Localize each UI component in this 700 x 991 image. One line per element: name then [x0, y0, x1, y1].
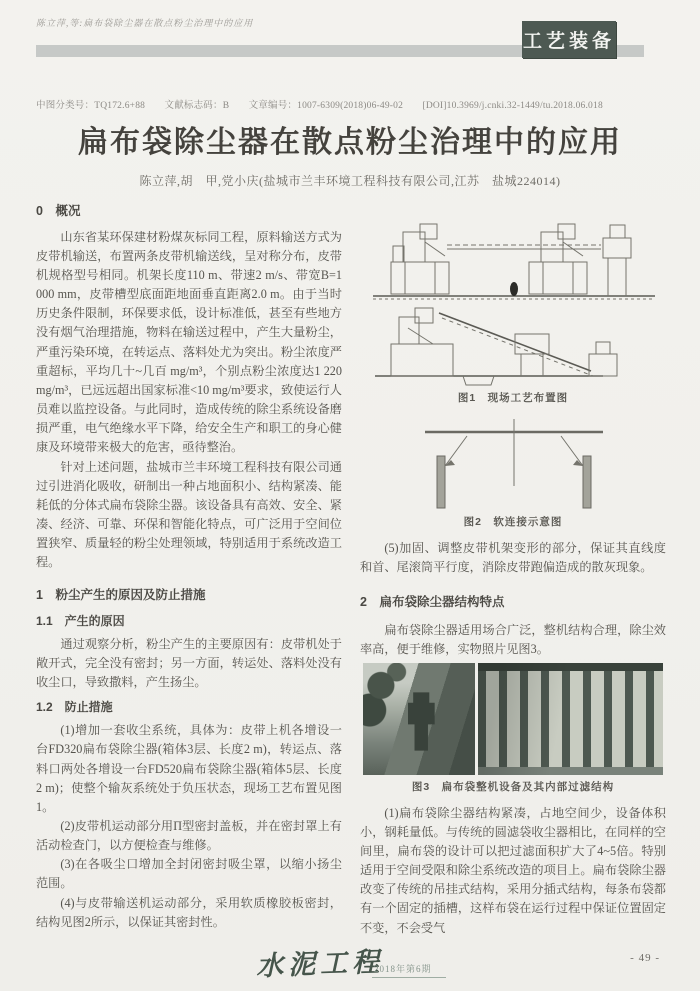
section-heading-1-2: 1.2 防止措施 [36, 700, 113, 715]
issue-label: 2018年第6期 [372, 962, 446, 978]
figure-2-caption: 图2 软连接示意图 [463, 516, 563, 529]
soft-connection-diagram [363, 414, 663, 512]
figure-3-caption: 图3 扁布袋整机设备及其内部过滤结构 [411, 781, 615, 794]
section-heading-2: 2 扁布袋除尘器结构特点 [360, 595, 505, 610]
journal-logotype: 水泥工程 [255, 946, 385, 983]
section0-paragraph-2: 针对上述问题，盐城市兰丰环境工程科技有限公司通过引进消化吸收，研制出一种占地面积小、结构紧凑、能耗低的分体式扁布袋除尘器。该设备具有高效、安全、紧凑、经济、可靠、环保和智能化特点，可广泛用于空间位置狭窄、质量轻的粉尘处理领域，特别适用于系统改造工程。 [36, 459, 342, 570]
right-column [360, 214, 666, 938]
figure-2-drawing [360, 414, 666, 512]
site-layout-diagram [363, 216, 663, 388]
article-meta-line: 中图分类号：TQ172.6+88 文献标志码：B 文章编号：1007-6309(2018)06-49-02 [DOI]10.3969/j.cnki.32-1449/tu.2018.06.018 [36, 101, 603, 111]
measure-paragraph-2: (2)皮带机运动部分用Π型密封盖板，并在密封罩上有活动检查门，以方便检查与维修。 [36, 818, 342, 853]
figure-3-photo-equipment [363, 663, 475, 775]
measure-paragraph-4: (4)与皮带输送机运动部分，采用软质橡胶板密封，结构见图2所示，以保证其密封性。 [36, 895, 342, 929]
figure-1-caption: 图1 现场工艺布置图 [457, 392, 569, 404]
section0-paragraph-1: 山东省某环保建材粉煤灰标同工程，原料输送方式为皮带机输送，布置两条皮带机输送线，呈对称分布，皮带机规格型号相同。机架长度110 m、带速2 m/s、带宽B=1 000 mm，皮带槽型底面距地面垂直距离2.0 m。由于当时历史条件限制，环保要求低，设计标准低，甚至有些地方没有烟气治理措施，物料在输送过程中，产生大量粉尘，严重污染环境，在转运点、落料处尤为突出。粉尘浓度严重超标，平均几十~几百 mg/m³，个别点粉尘浓度达1 220 mg/m³，已远远超出国家标准<10 mg/m³要求，致使运行人员难以监控设备。与此同时，造成传统的除尘系统设备磨损严重，电气绝缘水平下降，给安全生产和职工的身心健康及环境带来极大的危害，亟待整治。 [36, 229, 342, 455]
measure-paragraph-3: (3)在各吸尘口增加全封闭密封吸尘罩，以缩小扬尘范围。 [36, 857, 342, 891]
figure-3-photos [360, 663, 666, 775]
measure-paragraph-1: (1)增加一套收尘系统，具体为：皮带上机各增设一台FD320扁布袋除尘器(箱体3层、长度2 m)，转运点、落料口两处各增设一台FD520扁布袋除尘器(箱体5层、长度2 m)；使整个输灰系统处于负压状态，现场工艺布置见图1。 [36, 723, 342, 814]
figure-3-photo-filter-bags [478, 663, 663, 775]
column-category-badge: 工艺装备 [522, 21, 616, 58]
section-heading-1: 1 粉尘产生的原因及防止措施 [36, 588, 206, 603]
figure-1-drawing [360, 216, 666, 388]
authors-line: 陈立萍,胡 甲,党小庆(盐城市兰丰环境工程科技有限公司,江苏 盐城224014) [139, 174, 561, 188]
section2-paragraph-2: (1)扁布袋除尘器结构紧凑，占地空间少，设备体积小，钢耗量低。与传统的圆滤袋收尘器相比，在同样的空间里，扁布袋的设计可以把过滤面积扩大了4~5倍。特别适用于空间受限和除尘系统改造的项目上。扁布袋除尘器改变了传统的吊挂式结构，采用分插式结构，每条布袋都有一个固定的插槽，这样布袋在运行过程中保证位置固定不变，不会受气 [360, 805, 666, 935]
running-head: 陈立萍,等:扁布袋除尘器在散点粉尘治理中的应用 [36, 18, 254, 28]
section2-paragraph-1: 扁布袋除尘器适用场合广泛，整机结构合理，除尘效率高，便于维修，实物照片见图3。 [360, 622, 666, 657]
page-number: - 49 - [630, 952, 660, 964]
section-heading-0: 0 概况 [36, 204, 81, 218]
left-column [36, 202, 342, 932]
measure-paragraph-5: (5)加固、调整皮带机架变形的部分，保证其直线度和首、尾滚筒平行度，消除皮带跑偏造成的散灰现象。 [360, 540, 666, 575]
article-title: 扁布袋除尘器在散点粉尘治理中的应用 [78, 126, 622, 159]
section1-1-paragraph: 通过观察分析，粉尘产生的主要原因有：皮带机处于敞开式，完全没有密封；另一方面，转运处、落料处没有收尘口，导致撒料，产生扬尘。 [36, 636, 342, 690]
section-heading-1-1: 1.1 产生的原因 [36, 614, 125, 629]
